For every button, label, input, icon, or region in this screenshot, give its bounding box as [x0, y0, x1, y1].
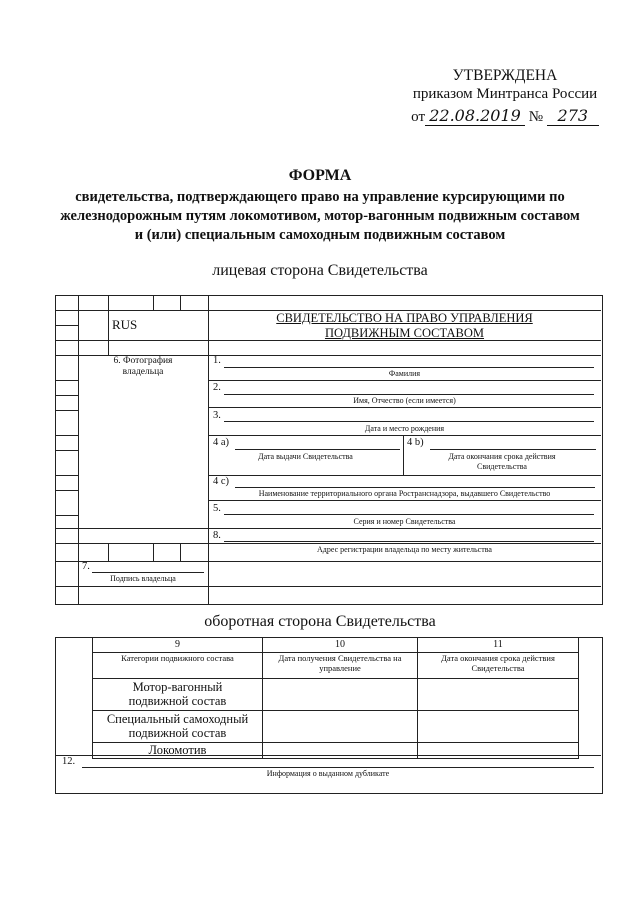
date-received-cell	[263, 678, 418, 710]
category-cell	[93, 710, 263, 742]
approval-date-line	[395, 106, 615, 127]
col-10-num: 10	[263, 637, 418, 652]
field-4c-num: 4 c)	[213, 476, 230, 487]
field-4a-num: 4 a)	[213, 437, 230, 448]
field-7-num: 7.	[82, 561, 90, 572]
field-8-caption: Адрес регистрации владельца по месту жительства	[317, 545, 492, 554]
field-12-caption: Информация о выданном дубликате	[266, 769, 390, 778]
approval-title: УТВЕРЖДЕНА	[452, 67, 558, 84]
certificate-title-line2: ПОДВИЖНЫМ СОСТАВОМ	[324, 326, 485, 340]
categories-table	[92, 637, 579, 759]
col-11-num: 11	[418, 637, 579, 652]
table-row	[93, 710, 579, 742]
country-code: RUS	[112, 317, 138, 332]
field-7-caption: Подпись владельца	[110, 574, 176, 583]
field-4b-num: 4 b)	[407, 437, 424, 448]
col-11-header	[418, 652, 579, 678]
front-side	[55, 295, 603, 605]
field-4b-caption	[403, 452, 601, 472]
field-4b-caption-line2: Свидетельства	[477, 462, 527, 471]
date-expiry-cell	[418, 710, 579, 742]
category-line2: подвижной состав	[128, 726, 227, 740]
category-line1: Локомотив	[148, 743, 207, 757]
approval-date: 22.08.2019	[425, 106, 525, 126]
front-caption: лицевая сторона Свидетельства	[212, 262, 428, 279]
col-11-header-line1: Дата окончания срока действия	[441, 652, 555, 663]
field-3-caption: Дата и место рождения	[364, 424, 445, 433]
col-9-num: 9	[93, 637, 263, 652]
field-2-caption: Имя, Отчество (если имеется)	[353, 396, 456, 405]
certificate-title-line1: СВИДЕТЕЛЬСТВО НА ПРАВО УПРАВЛЕНИЯ	[276, 311, 533, 325]
form-title-line1: свидетельства, подтверждающего право на управление курсирующими по	[75, 189, 565, 205]
field-2-num: 2.	[213, 382, 221, 393]
category-line1: Специальный самоходный	[106, 712, 249, 726]
field-5-caption: Серия и номер Свидетельства	[353, 517, 456, 526]
photo-label-line2: владельца	[122, 367, 164, 377]
approval-number-label: №	[528, 109, 544, 125]
field-5-num: 5.	[213, 503, 221, 514]
field-3-num: 3.	[213, 410, 221, 421]
field-12-num: 12.	[62, 756, 76, 767]
form-heading: ФОРМА	[288, 167, 352, 184]
field-4b-caption-line1: Дата окончания срока действия	[448, 452, 556, 461]
table-header-row	[93, 652, 579, 678]
date-expiry-cell	[418, 678, 579, 710]
date-received-cell	[263, 710, 418, 742]
field-1-caption: Фамилия	[388, 369, 421, 378]
col-10-header-line2: управление	[319, 662, 361, 673]
certificate-title	[208, 311, 601, 341]
photo-label	[80, 356, 206, 378]
photo-label-line1: 6. Фотография	[113, 356, 173, 366]
approval-number: 273	[547, 106, 599, 126]
approval-order: приказом Минтранса России	[412, 86, 598, 102]
form-title-line2: железнодорожным путям локомотивом, мотор-вагонным подвижным составом	[60, 208, 580, 224]
table-number-row	[93, 637, 579, 652]
col-9-header: Категории подвижного состава	[93, 652, 263, 678]
field-4a-caption: Дата выдачи Свидетельства	[258, 452, 353, 461]
form-title-line3: и (или) специальным самоходным подвижным составом	[134, 227, 506, 243]
category-cell	[93, 678, 263, 710]
field-1-num: 1.	[213, 355, 221, 366]
field-8-num: 8.	[213, 530, 221, 541]
category-line1: Мотор-вагонный	[132, 680, 223, 694]
table-row	[93, 678, 579, 710]
col-10-header-line1: Дата получения Свидетельства на	[278, 652, 402, 663]
approval-from-label: от	[411, 109, 426, 125]
category-line2: подвижной состав	[128, 694, 227, 708]
col-10-header	[263, 652, 418, 678]
back-caption: оборотная сторона Свидетельства	[204, 613, 436, 630]
col-11-header-line2: Свидетельства	[471, 662, 525, 673]
approval-block	[395, 66, 615, 127]
field-4c-caption: Наименование территориального органа Ространснадзора, выдавшего Свидетельство	[258, 489, 551, 498]
